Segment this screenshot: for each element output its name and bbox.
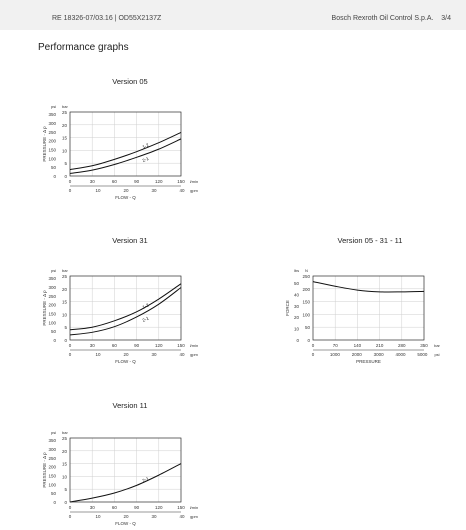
y-tick-label-secondary: 250: [48, 293, 56, 299]
chart-version-05-31-11: [275, 256, 455, 368]
x-axis-title: PRESSURE: [356, 359, 381, 364]
x-tick-label: 140: [353, 343, 362, 348]
x-tick-label-secondary: 0: [68, 514, 72, 519]
plot-frame: [70, 276, 181, 340]
y-tick-label-secondary: 100: [48, 156, 56, 162]
page-header: [0, 0, 466, 30]
y-tick-label-secondary: 0: [296, 338, 299, 343]
y-tick-label-secondary: 350: [48, 112, 56, 118]
x-axis-title: FLOW - Q: [115, 195, 136, 200]
y-tick-label: 10: [61, 474, 67, 480]
y-tick-label-secondary: 300: [48, 121, 56, 127]
graph-title-version-05: Version 05: [112, 77, 148, 86]
x-unit-label: psi: [434, 352, 440, 357]
x-tick-label: 30: [89, 505, 95, 510]
series-label: 2-1: [141, 315, 150, 323]
y-tick-label-secondary: 0: [53, 338, 56, 343]
y-tick-label: 15: [61, 299, 67, 305]
y-axis-title: FORCE: [285, 300, 290, 316]
y-tick-label: 20: [61, 448, 67, 454]
x-tick-label-secondary: 0: [68, 352, 72, 357]
y-axis-title: PRESSURE - Δ p: [42, 452, 47, 488]
y-tick-label: 50: [304, 325, 310, 331]
x-tick-label: 150: [177, 179, 185, 184]
y-tick-label-secondary: 300: [48, 447, 56, 453]
y-tick-label: 100: [302, 312, 310, 318]
x-tick-label-secondary: 40: [179, 188, 185, 193]
y-tick-label-secondary: 200: [48, 302, 56, 308]
y-tick-label-secondary: 0: [53, 500, 56, 505]
y-tick-label-secondary: 300: [48, 285, 56, 291]
y-unit-label: psi: [51, 430, 57, 435]
y-tick-label-secondary: 250: [48, 129, 56, 135]
y-tick-label-secondary: 350: [48, 438, 56, 444]
x-tick-label: 350: [420, 343, 428, 348]
x-unit-label: gpm: [190, 514, 198, 519]
x-tick-label: 0: [68, 505, 72, 510]
x-tick-label: 280: [398, 343, 406, 348]
series-line: [70, 284, 181, 330]
x-tick-label-secondary: 3000: [373, 352, 384, 357]
x-tick-label-secondary: 30: [151, 188, 157, 193]
y-tick-label-secondary: 150: [48, 147, 56, 153]
y-tick-label: 200: [302, 286, 310, 292]
y-tick-label-secondary: 50: [50, 165, 56, 171]
y-tick-label-secondary: 250: [48, 455, 56, 461]
doc-reference: RE 18326-07/03.16 | OD55X2137Z: [52, 15, 162, 22]
y-unit-label: bar: [62, 430, 68, 435]
x-tick-label: 0: [68, 343, 72, 348]
x-tick-label-secondary: 20: [123, 188, 129, 193]
graph-title-version-05-31-11: Version 05 - 31 - 11: [337, 236, 403, 245]
y-unit-label: lbs: [294, 268, 300, 273]
x-tick-label: 0: [311, 343, 315, 348]
x-tick-label: 30: [89, 343, 95, 348]
series-line: [70, 132, 181, 169]
series-line: [70, 464, 181, 502]
x-tick-label: 90: [134, 505, 140, 510]
x-tick-label-secondary: 20: [123, 352, 129, 357]
x-tick-label-secondary: 0: [311, 352, 315, 357]
y-tick-label-secondary: 40: [293, 292, 299, 298]
x-tick-label: 0: [68, 179, 72, 184]
chart-version-31: [32, 256, 212, 368]
y-unit-label: bar: [62, 104, 68, 109]
y-tick-label-secondary: 50: [293, 281, 299, 287]
series-label: 1-2: [141, 142, 150, 150]
x-tick-label-secondary: 20: [123, 514, 129, 519]
x-tick-label: 150: [177, 343, 185, 348]
x-tick-label: 90: [134, 343, 140, 348]
y-axis-title: PRESSURE - Δ p: [42, 126, 47, 162]
y-tick-label-secondary: 200: [48, 138, 56, 144]
y-tick-label: 25: [61, 110, 67, 115]
y-tick-label: 15: [61, 135, 67, 141]
x-tick-label-secondary: 10: [95, 352, 101, 357]
y-tick-label-secondary: 50: [50, 491, 56, 497]
y-tick-label: 5: [64, 161, 67, 167]
x-tick-label-secondary: 10: [95, 514, 101, 519]
y-tick-label: 5: [64, 487, 67, 493]
x-tick-label: 120: [155, 343, 163, 348]
series-label: 2-1: [141, 475, 150, 484]
y-tick-label-secondary: 50: [50, 329, 56, 335]
x-tick-label: 70: [332, 343, 338, 348]
x-axis-title: FLOW - Q: [115, 359, 136, 364]
y-tick-label: 150: [302, 299, 310, 305]
y-tick-label-secondary: 150: [48, 473, 56, 479]
x-tick-label: 90: [134, 179, 140, 184]
y-tick-label: 20: [61, 122, 67, 128]
x-tick-label: 120: [155, 179, 163, 184]
series-label: 2-1: [141, 155, 150, 164]
y-unit-label: psi: [51, 104, 57, 109]
x-tick-label: 120: [155, 505, 163, 510]
x-tick-label-secondary: 4000: [395, 352, 406, 357]
y-axis-title: PRESSURE - Δ p: [42, 290, 47, 326]
x-tick-label-secondary: 2000: [351, 352, 362, 357]
y-tick-label-secondary: 100: [48, 482, 56, 488]
y-tick-label: 10: [61, 312, 67, 318]
x-tick-label: 60: [111, 343, 117, 348]
x-unit-label: l/min: [189, 343, 199, 348]
y-tick-label: 20: [61, 286, 67, 292]
y-tick-label-secondary: 200: [48, 464, 56, 470]
x-tick-label: 60: [111, 179, 117, 184]
graph-title-version-11: Version 11: [112, 401, 148, 410]
x-tick-label-secondary: 30: [151, 352, 157, 357]
x-tick-label: 150: [177, 505, 185, 510]
x-unit-label: gpm: [190, 352, 198, 357]
x-tick-label-secondary: 10: [95, 188, 101, 193]
x-tick-label: 60: [111, 505, 117, 510]
y-tick-label-secondary: 30: [293, 303, 299, 309]
y-tick-label: 250: [302, 274, 310, 279]
y-unit-label: psi: [51, 268, 57, 273]
x-unit-label: l/min: [189, 179, 199, 184]
x-axis-title: FLOW - Q: [115, 521, 136, 526]
plot-frame: [70, 438, 181, 502]
x-tick-label-secondary: 5000: [417, 352, 428, 357]
y-tick-label-secondary: 10: [293, 326, 299, 332]
y-tick-label: 0: [307, 338, 310, 343]
x-tick-label-secondary: 40: [179, 514, 185, 519]
x-tick-label-secondary: 1000: [329, 352, 340, 357]
y-unit-label: bar: [62, 268, 68, 273]
x-tick-label-secondary: 0: [68, 188, 72, 193]
y-tick-label-secondary: 100: [48, 320, 56, 326]
series-line: [313, 282, 424, 292]
y-tick-label: 0: [64, 338, 67, 343]
y-tick-label: 10: [61, 148, 67, 154]
y-tick-label: 0: [64, 500, 67, 505]
y-tick-label-secondary: 150: [48, 311, 56, 317]
x-unit-label: gpm: [190, 188, 198, 193]
x-unit-label: bar: [434, 343, 440, 348]
section-title: Performance graphs: [38, 42, 129, 53]
y-tick-label-secondary: 20: [293, 315, 299, 321]
y-tick-label: 5: [64, 325, 67, 331]
company-page: Bosch Rexroth Oil Control S.p.A. 3/4: [331, 15, 451, 22]
graph-title-version-31: Version 31: [112, 236, 148, 245]
x-tick-label-secondary: 30: [151, 514, 157, 519]
y-unit-label: N: [305, 268, 308, 273]
x-tick-label-secondary: 40: [179, 352, 185, 357]
y-tick-label-secondary: 350: [48, 276, 56, 282]
chart-version-05: [32, 92, 212, 204]
y-tick-label: 25: [61, 274, 67, 279]
y-tick-label: 0: [64, 174, 67, 179]
y-tick-label: 15: [61, 461, 67, 467]
x-tick-label: 30: [89, 179, 95, 184]
x-tick-label: 210: [375, 343, 384, 348]
chart-version-11: [32, 418, 212, 530]
series-label: 1-2: [141, 302, 150, 310]
y-tick-label-secondary: 0: [53, 174, 56, 179]
x-unit-label: l/min: [189, 505, 199, 510]
y-tick-label: 25: [61, 436, 67, 441]
